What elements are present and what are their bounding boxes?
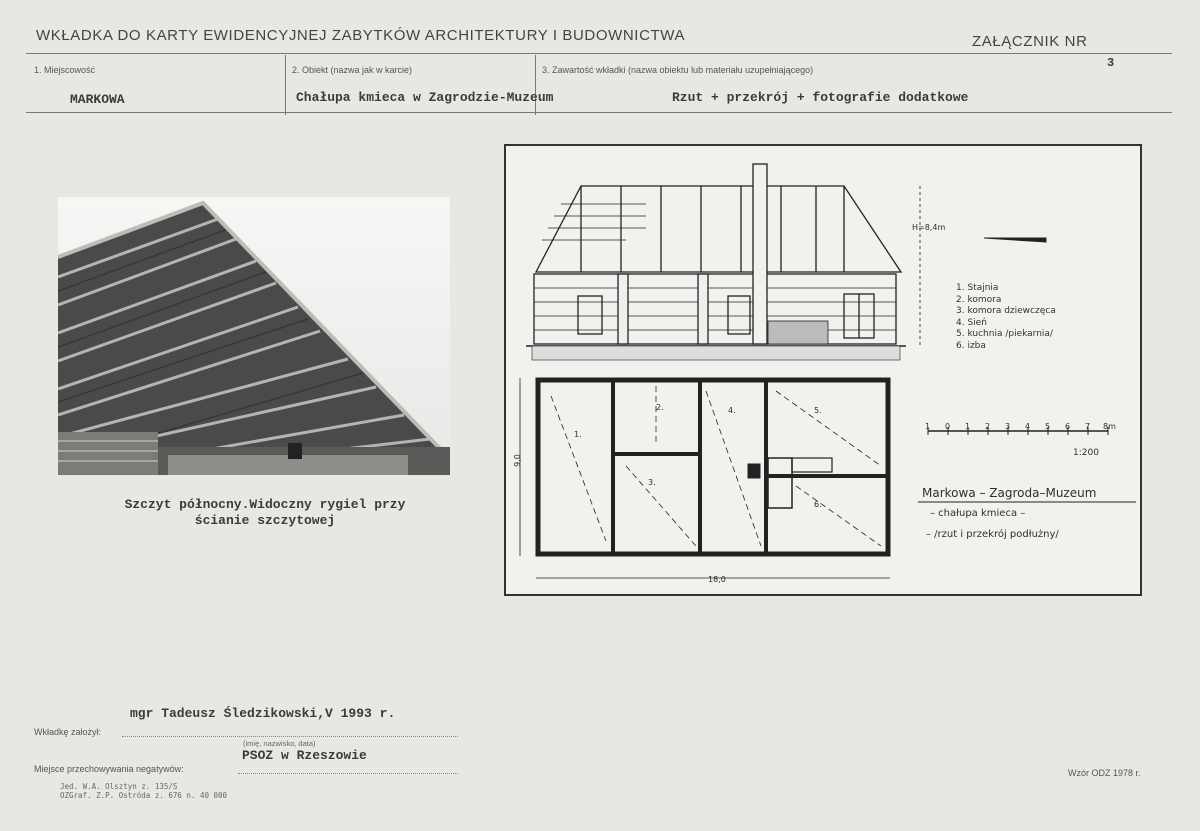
- legend-item: 6. izba: [956, 340, 986, 351]
- legend-item: 5. kuchnia /piekarnia/: [956, 329, 1053, 339]
- printer-line-1: Jed. W.A. Olsztyn z. 135/S: [60, 782, 178, 791]
- object-value: Chałupa kmieca w Zagrodzie-Muzeum: [296, 90, 554, 105]
- height-label: H=8,4m: [912, 223, 946, 232]
- storage-line: [238, 773, 458, 774]
- caption-line-1: Szczyt północny.Widoczny rygiel przy: [124, 497, 406, 512]
- author-label: Wkładkę założył:: [34, 727, 102, 737]
- thatched-roof-image: [58, 197, 450, 475]
- legend-item: 3. komora dziewczęca: [956, 306, 1056, 316]
- room-legend: [956, 283, 1056, 352]
- legend-item: 2. komora: [956, 294, 1002, 305]
- scale-tick: 3: [1005, 422, 1011, 431]
- room-number-4: 4.: [728, 406, 736, 415]
- annex-number: 3: [1107, 56, 1115, 70]
- roof-photo: [58, 197, 450, 475]
- depth-dimension: 9,0: [512, 454, 522, 467]
- legend-item: 4. Sień: [956, 317, 987, 328]
- scale-tick: 5: [1045, 422, 1051, 431]
- legend-item: 1. Stajnia: [956, 283, 999, 293]
- scale-ratio: 1:200: [1073, 448, 1099, 458]
- photo-caption: [80, 497, 450, 529]
- scale-bar: [928, 427, 1108, 435]
- room-number-5: 5.: [814, 406, 822, 415]
- header-rule: [26, 53, 1172, 54]
- section-elevation: [526, 164, 906, 360]
- locality-label: 1. Miejscowość: [34, 65, 96, 75]
- floor-plan: [520, 378, 890, 578]
- locality-value: MARKOWA: [70, 92, 125, 107]
- scale-tick: 4: [1025, 422, 1031, 431]
- author-line: [122, 736, 458, 737]
- author-value: mgr Tadeusz Śledzikowski,V 1993 r.: [130, 706, 396, 721]
- scale-tick: 6: [1065, 422, 1071, 431]
- form-title: WKŁADKA DO KARTY EWIDENCYJNEJ ZABYTKÓW ARCHITEKTURY I BUDOWNICTWA: [36, 27, 686, 44]
- printer-line-2: OZGraf. Z.P. Ostróda z. 676 n. 40 000: [60, 791, 228, 800]
- room-number-1: 1.: [574, 430, 582, 439]
- caption-line-2: ścianie szczytowej: [194, 513, 336, 528]
- house-drawing: [506, 146, 1140, 594]
- scale-tick: 1: [925, 422, 931, 431]
- width-dimension: 18,0: [708, 575, 726, 584]
- contents-value: Rzut + przekrój + fotografie dodatkowe: [672, 90, 969, 105]
- scale-tick: 2: [985, 422, 991, 431]
- room-number-3: 3.: [648, 478, 656, 487]
- room-number-2: 2.: [656, 403, 664, 412]
- drawing-title-line-1: Markowa – Zagroda–Muzeum: [922, 486, 1097, 500]
- contents-label: 3. Zawartość wkładki (nazwa obiektu lub materiału uzupełniającego): [542, 65, 814, 75]
- room-number-6: 6.: [814, 500, 822, 509]
- drawing-title-line-2: – chałupa kmieca –: [930, 508, 1026, 519]
- form-code: Wzór ODZ 1978 r.: [1068, 768, 1141, 778]
- scale-tick: 8m: [1103, 422, 1116, 431]
- object-label: 2. Obiekt (nazwa jak w karcie): [292, 65, 413, 75]
- field-divider-2: [535, 55, 536, 115]
- field-divider-1: [285, 55, 286, 115]
- author-hint: (imię, nazwisko, data): [243, 739, 316, 748]
- drawing-title-line-3: – /rzut i przekrój podłużny/: [926, 529, 1059, 540]
- scale-tick: 0: [945, 422, 951, 431]
- annex-label: ZAŁĄCZNIK NR: [972, 33, 1088, 50]
- printer-info: [60, 782, 227, 800]
- storage-label: Miejsce przechowywania negatywów:: [34, 764, 184, 774]
- storage-value: PSOZ w Rzeszowie: [242, 748, 367, 763]
- scale-tick: 1: [965, 422, 971, 431]
- fields-rule: [26, 112, 1172, 113]
- scale-tick: 7: [1085, 422, 1091, 431]
